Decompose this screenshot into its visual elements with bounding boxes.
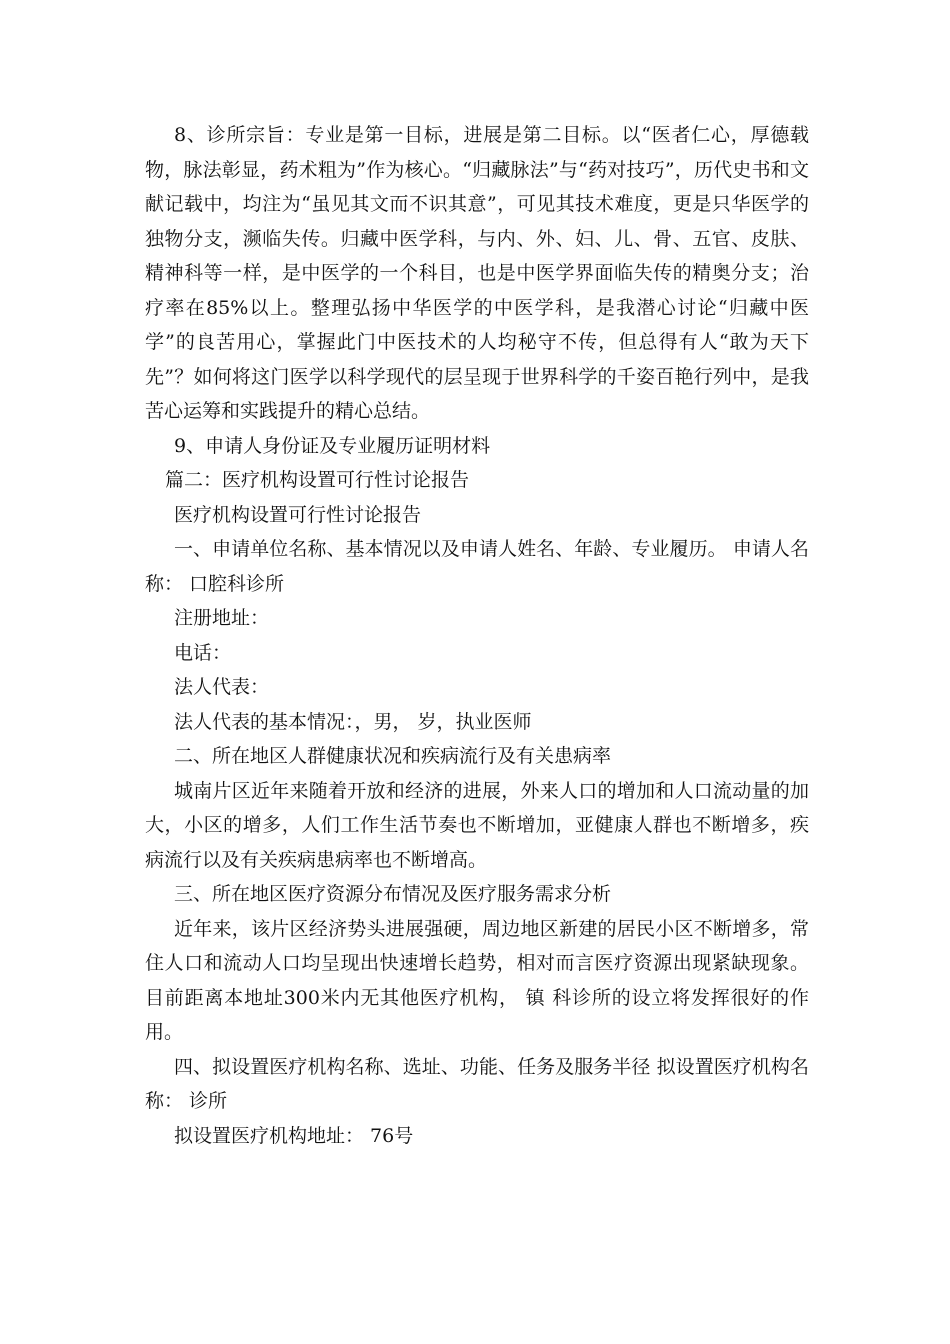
paragraph-section-two-heading: 二、所在地区人群健康状况和疾病流行及有关患病率 (174, 745, 612, 767)
paragraph-part-two-heading: 篇二：医疗机构设置可行性讨论报告 (165, 469, 470, 491)
paragraph-phone: 电话： (174, 641, 232, 664)
document-body (145, 118, 809, 1153)
paragraph-section-three-heading: 三、所在地区医疗资源分布情况及医疗服务需求分析 (174, 883, 612, 905)
paragraph-section-four-heading: 四、拟设置医疗机构名称、选址、功能、任务及服务半径 拟设置医疗机构名称： 诊所 (145, 1055, 809, 1112)
paragraph-applicant-id-materials: 9、申请人身份证及专业履历证明材料 (174, 434, 491, 457)
paragraph-proposed-address: 拟设置医疗机构地址： 76号 (174, 1124, 414, 1147)
paragraph-resource-analysis: 近年来，该片区经济势头进展强硬，周边地区新建的居民小区不断增多，常住人口和流动人口均呈现出快速增长趋势，相对而言医疗资源出现紧缺现象。目前距离本地址300米内无其他医疗机构， 镇 科诊所的设立将发挥很好的作用。 (145, 917, 809, 1043)
paragraph-report-title: 医疗机构设置可行性讨论报告 (174, 503, 422, 526)
paragraph-registered-address: 注册地址： (174, 607, 270, 629)
paragraph-applicant-info: 一、申请单位名称、基本情况以及申请人姓名、年龄、专业履历。 申请人名称： 口腔科诊所 (145, 538, 809, 595)
paragraph-health-status: 城南片区近年来随着开放和经济的进展，外来人口的增加和人口流动量的加大，小区的增多，人们工作生活节奏也不断增加，亚健康人群也不断增多，疾病流行以及有关疾病患病率也不断增高。 (145, 779, 809, 871)
paragraph-legal-representative: 法人代表： (174, 676, 270, 698)
paragraph-representative-details: 法人代表的基本情况：，男， 岁，执业医师 (174, 710, 532, 733)
paragraph-clinic-purpose: 8、诊所宗旨：专业是第一目标，进展是第二目标。以“医者仁心，厚德载物，脉法彰显，药术粗为”作为核心。“归藏脉法”与“药对技巧”，历代史书和文献记载中，均注为“虽见其文而不识其意”，可见其技术难度，更是只华医学的独物分支，濒临失传。归藏中医学科，与内、外、妇、儿、骨、五官、皮肤、精神科等一样，是中医学的一个科目，也是中医学界面临失传的精奥分支；治疗率在85%以上。整理弘扬中华医学的中医学科，是我潜心讨论“归藏中医学”的良苦用心，掌握此门中医技术的人均秘守不传，但总得有人“敢为天下先”？如何将这门医学以科学现代的层呈现于世界科学的千姿百艳行列中，是我苦心运筹和实践提升的精心总结。 (145, 124, 809, 422)
